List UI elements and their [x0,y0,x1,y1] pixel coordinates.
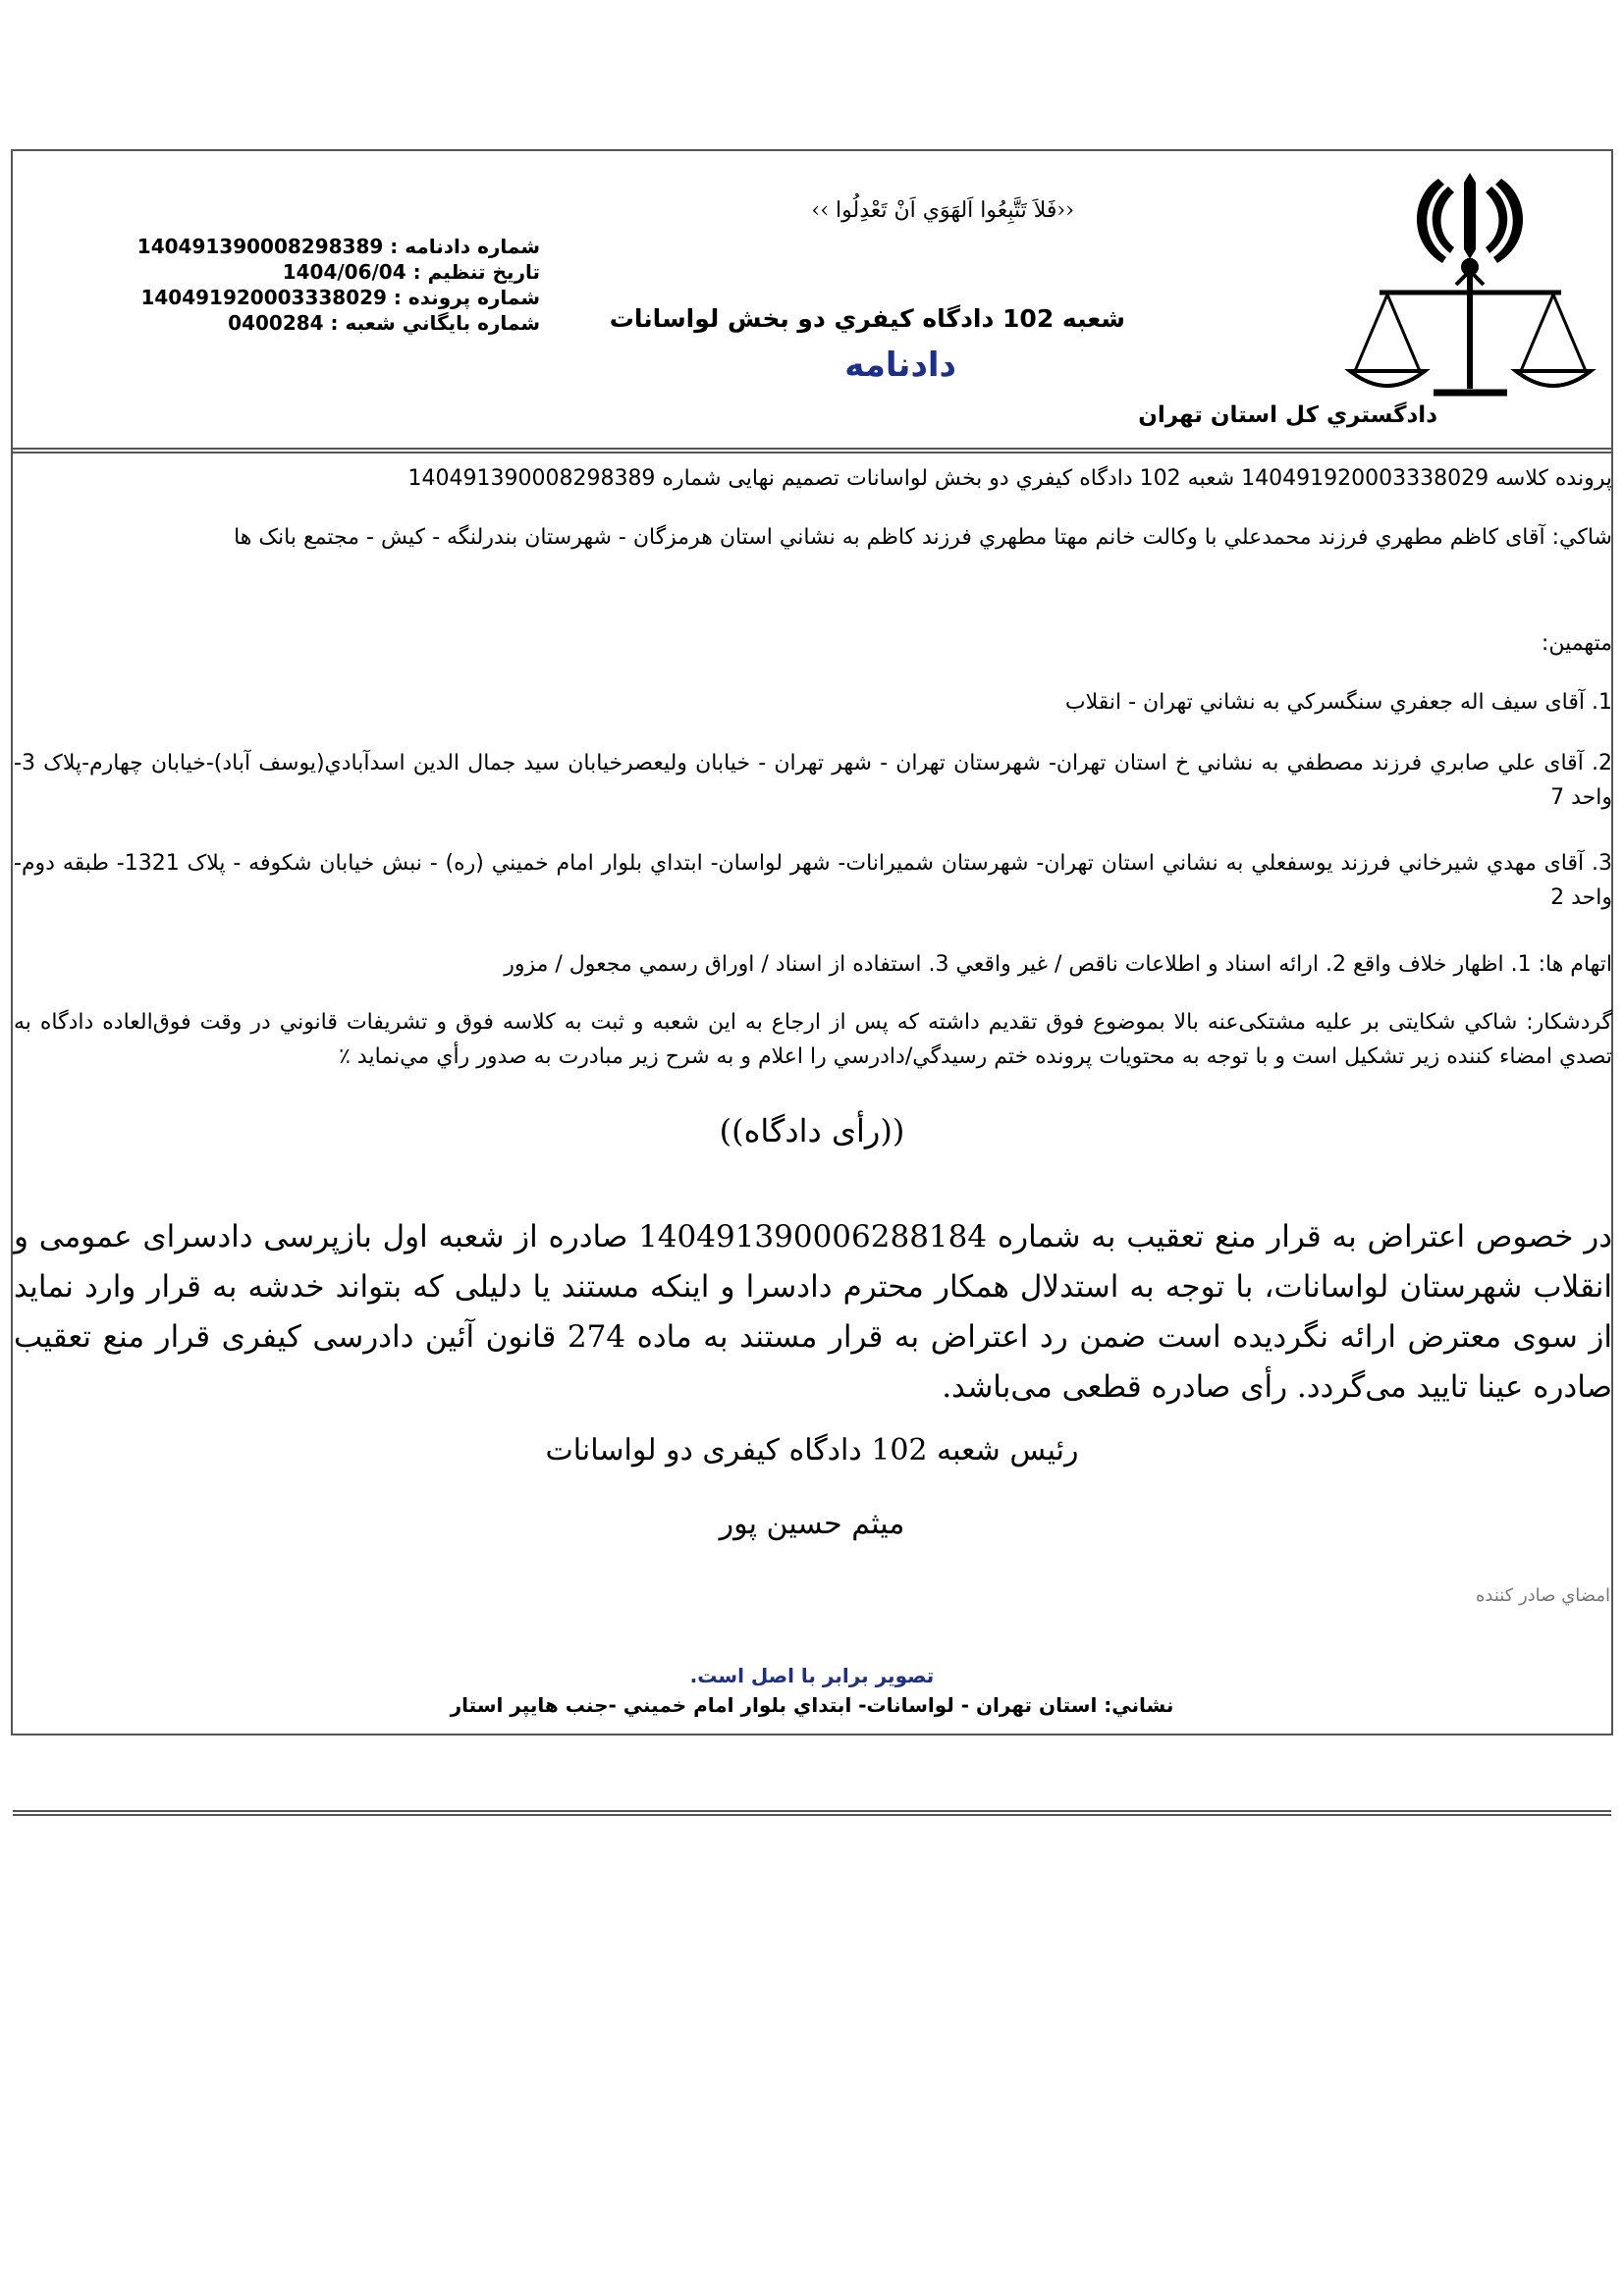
header-divider-inner [13,452,1611,454]
meta-ruling-number: شماره دادنامه : 140491390008298389 [136,235,540,258]
meta-case-number: شماره پرونده : 140491920003338029 [140,286,540,309]
page-title: دادنامه [844,346,956,385]
verdict-heading: ((رأی دادگاه)) [719,1112,905,1149]
org-name: دادگستري كل استان تهران [1138,402,1437,428]
meta-archive-number: شماره بايگاني شعبه : 0400284 [228,311,540,335]
judge-title: رئیس شعبه 102 دادگاه کیفری دو لواسانات [545,1433,1079,1468]
plaintiff: شاكي: آقای كاظم مطهري فرزند محمدعلي با وكالت خانم مهتا مطهري فرزند كاظم به نشاني استان هرمزگان - شهرستان بندرلنگه - كيش - مجتمع بانک ها [234,525,1612,550]
charges: اتهام ها: 1. اظهار خلاف واقع 2. ارائه اسناد و اطلاعات ناقص / غير واقعي 3. استفاده از اسناد / اوراق رسمي مجعول / مزور [504,952,1612,977]
motto: ‹‹فَلاَ تَتَّبِعُوا اَلهَوَي اَنْ تَعْدِلُوا ›› [811,198,1074,223]
header-divider [13,448,1611,450]
accused-item: 1. آقای سيف اله جعفري سنگسركي به نشاني تهران - انقلاب [1064,690,1612,715]
judiciary-emblem-icon [1340,165,1600,400]
accused-item: 2. آقای علي صابري فرزند مصطفي به نشاني خ استان تهران- شهرستان تهران - شهر تهران - خيابان وليعصرخيابان سيد جمال الدين اسدآبادي(يوسف آباد)-خيابان چهارم-پلاک 3- واحد 7 [14,751,1612,810]
accused-label: متهمين: [1541,631,1612,656]
verdict-text: در خصوص اعتراض به قرار منع تعقیب به شماره 140491390006288184 صادره از شعبه اول بازپرسی دادسرای عمومی و انقلاب شهرستان لواسانات، با توجه به استدلال همکار محترم دادسرا و اینکه مستند یا دلیلی که بتواند خدشه به قرار وارد نماید از سوی معترض ارائه نگردیده است ضمن رد اعتراض به قرار مستند به ماده 274 قانون آئین دادرسی کیفری قرار منع تعقیب صادره عینا تایید می‌گردد. رأی صادره قطعی می‌باشد. [14,1219,1612,1405]
footer-divider-inner [13,1814,1611,1816]
footer-divider [13,1810,1611,1812]
signer-label: امضاي صادر كننده [1475,1585,1610,1606]
judge-name: میثم حسین پور [719,1507,905,1541]
meta-issue-date: تاريخ تنظيم : 1404/06/04 [282,260,540,284]
accused-item: 3. آقای مهدي شيرخاني فرزند يوسفعلي به نشاني استان تهران- شهرستان شميرانات- شهر لواسان- ابتداي بلوار امام خميني (ره) - نبش خيابان شكوفه - پلاک 1321- طبقه دوم- واحد 2 [14,851,1612,910]
proceedings-report: گردشكار: شاكي شكايتی بر عليه مشتكی‌عنه بالا بموضوع فوق تقديم داشته كه پس از ارجاع به اين شعبه و ثبت به كلاسه فوق و تشريفات قانوني در وقت فوق‌العاده دادگاه به تصدي امضاء كننده زير تشكيل است و با توجه به محتويات پرونده ختم رسيدگي/دادرسي را اعلام و به شرح زير مبادرت به صدور رأي مي‌نمايد ٪ [14,1010,1612,1069]
case-line: پرونده كلاسه 140491920003338029 شعبه 102 دادگاه كيفري دو بخش لواسانات تصميم نهايی شماره 140491390008298389 [407,466,1612,491]
document-metadata [137,234,540,336]
certified-copy-note: تصوير برابر با اصل است. [689,1664,935,1687]
court-address: نشاني: استان تهران - لواسانات- ابتداي بلوار امام خميني -جنب هايپر استار [450,1693,1174,1717]
branch-title: شعبه 102 دادگاه كيفري دو بخش لواسانات [609,304,1125,333]
